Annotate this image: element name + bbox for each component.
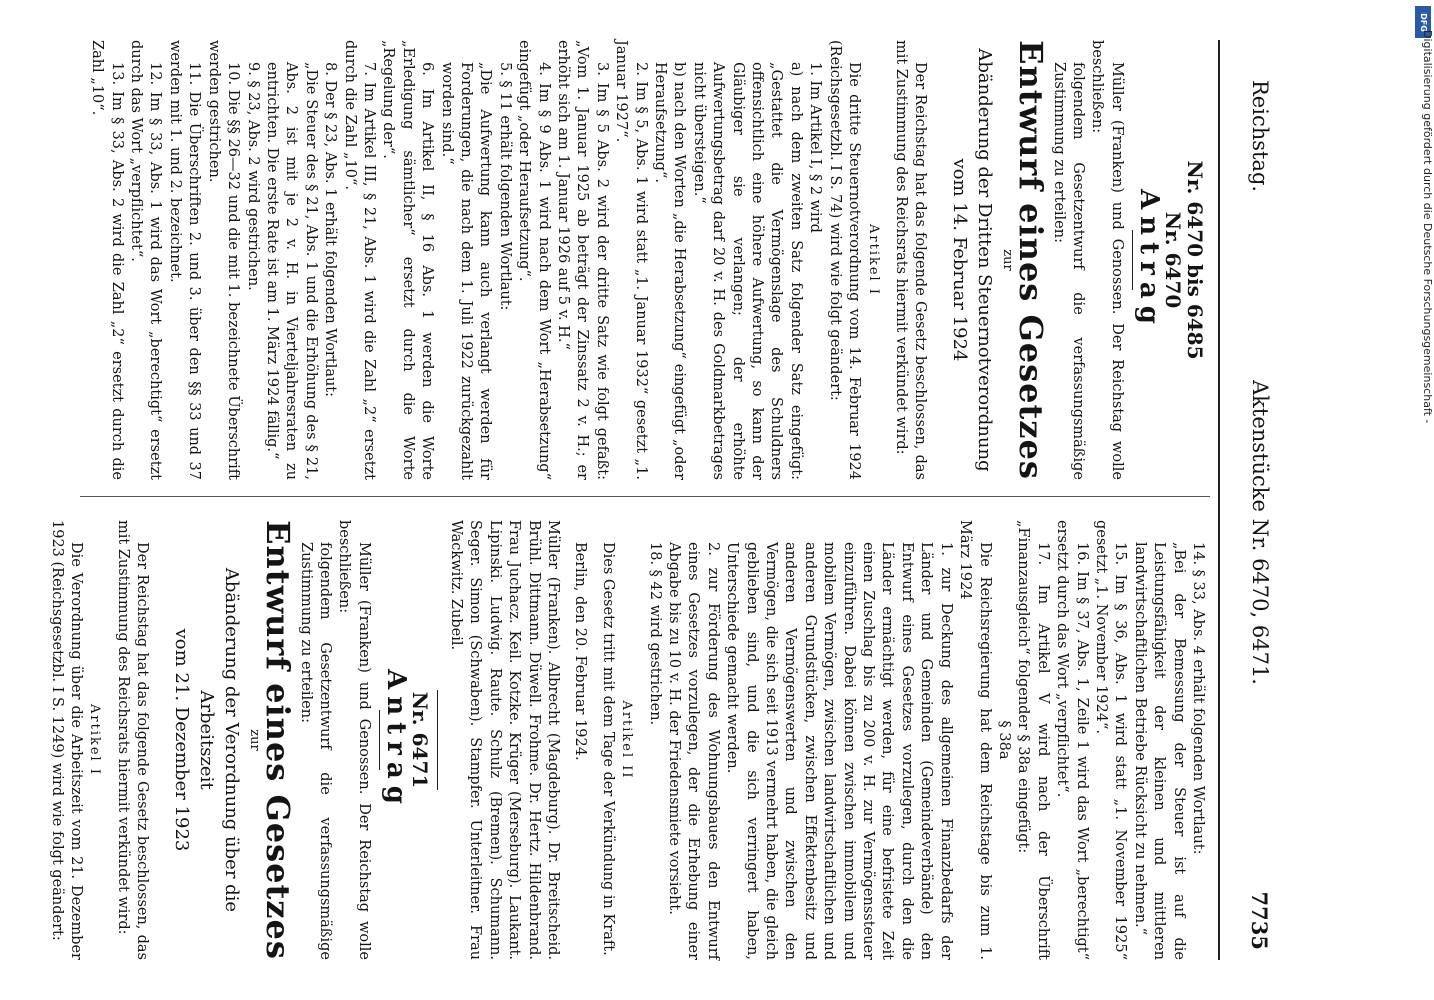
article-heading: Artikel II — [619, 700, 635, 780]
article-text: Die Verordnung über die Arbeitszeit vom 21. Dezember 1923 (Reichsgesetzbl. I S. 1249) wird wie folgt geändert: — [48, 520, 85, 960]
list-item: b) nach den Worten „die Herabsetzung“ eingefügt „oder Heraufsetzung“. — [652, 62, 688, 480]
header-rule — [1218, 40, 1220, 960]
column-right — [48, 520, 1207, 960]
list-item: 12. Im § 33, Abs. 1 wird das Wort „berechtigt“ ersetzt durch das Wort „verpflichtet“. — [128, 40, 164, 480]
list-item: 18. § 42 wird gestrichen. — [646, 542, 663, 726]
list-item: 4. Im § 9 Abs. 1 wird nach dem Wort „Herabsetzung“ eingefügt „oder Heraufsetzung“. — [516, 40, 552, 480]
intro-text-2: folgendem Gesetzentwurf die verfassungsmäßige Zustimmung zu erteilen: — [1050, 62, 1086, 480]
list-item: 14. § 33, Abs. 4 erhält folgenden Wortlaut: — [1190, 542, 1206, 855]
list-item: a) nach dem zweiten Satz folgender Satz eingefügt: „Gestattet die Vermögenslage des Schuldners offensichtlich eine höhere Aufwertung, so kann der Gläubiger sie verlangen; der erhöhte Aufwertungsbetrag darf 20 v. H. des Goldmarkbetrages nicht übersteigen.“ — [690, 62, 804, 480]
intro-text: Müller (Franken) und Genossen. Der Reichstag wolle beschließen: — [336, 520, 372, 960]
divider — [1132, 230, 1133, 290]
list-item: „Bei der Bemessung der Steuer ist auf die Leistungsfähigkeit der kleinen und mittleren landwirtschaftlichen Betriebe Rücksicht zu nehmen.“ — [1131, 542, 1187, 960]
list-item: 2. Im § 5, Abs. 1 wird statt „1. Januar 1932“ gesetzt „1. Januar 1927“. — [613, 40, 649, 480]
list-item: 6. Im Artikel II, § 16 Abs. 1 werden die Worte „Erledigung sämtlicher“ ersetzt durch die Worte „Regelung der“. — [380, 40, 436, 480]
divider — [379, 710, 380, 770]
list-item: 5. § 11 erhält folgenden Wortlaut: — [496, 62, 513, 311]
list-item: 7. Im Artikel III, § 21, Abs. 1 wird die Zahl „2“ ersetzt durch die Zahl „10“. — [341, 40, 377, 480]
funding-notice: Digitalisierung gefördert durch die Deutsche Forschungsgemeinschaft - — [1421, 30, 1434, 424]
list-item: 16. Im § 37, Abs. 1, Zeile 1 wird das Wort „berechtigt“ ersetzt durch das Wort „verpflichtet“. — [1054, 520, 1090, 960]
column-left — [72, 40, 1207, 480]
enactment-clause: Der Reichstag hat das folgende Gesetz beschlossen, das mit Zustimmung des Reichsrats hiermit verkündet wird: — [892, 40, 929, 480]
article-heading: Artikel I — [865, 224, 881, 296]
law-title: Entwurf eines Gesetzes — [259, 520, 298, 960]
doc-range: Nr. 6470 bis 6485 — [1183, 160, 1207, 360]
list-item: 11. Die Überschriften 2. und 3. über den §§ 33 und 37 werden mit 1. und 2. bezeichnet. — [166, 40, 203, 480]
page-number: 7735 — [1247, 891, 1272, 950]
list-item: 1. Im Artikel I, § 2 wird — [807, 62, 824, 233]
list-item: 13. Im § 33, Abs. 2 wird die Zahl „2“ ersetzt durch die Zahl „10“. — [89, 40, 125, 480]
signatories: Müller (Franken). Albrecht (Magdeburg). Dr. Breitscheid. Brühl. Dittmann. Düwell. Frohme. Dr. Hertz. Hildenbrand. Frau Juchacz. Keil. Kotzke. Krüger (Merseburg). Laukant. Lipinski. Ludwig. Raute. Schulz (Bremen). Schumann. Seger. Simon (Schwaben). Stampfer. Unterleitner. Frau Wackwitz. Zubeil. — [447, 520, 561, 960]
list-item: „Die Steuer des § 21, Abs. 1 und die Erhöhung des § 21, Abs. 2 ist mit je 2 v. H. in Vierteljahresraten zu entrichten. Die erste Rate ist am 1. März 1924 fällig.“ — [263, 62, 319, 480]
doc-number: Nr. 6471 — [407, 691, 432, 789]
document-page — [48, 0, 1312, 1000]
paragraph-text: Die Reichsregierung hat dem Reichstage bis zum 1. März 1924 — [957, 520, 993, 960]
law-subtitle: Abänderung der Dritten Steuernotverordnung — [974, 48, 996, 472]
paragraph-heading: § 38a — [995, 720, 1012, 760]
article-text: Die dritte Steuernotverordnung vom 14. Februar 1924 (Reichsgesetzbl. I S. 74) wird wie folgt geändert: — [826, 40, 863, 480]
list-item: 8. Der § 23, Abs. 1 erhält folgenden Wortlaut: — [322, 62, 339, 398]
list-item: 10. Die §§ 26—32 und die mit 1. bezeichnete Überschrift werden gestrichen. — [205, 40, 242, 480]
zur-label: zur — [246, 729, 262, 751]
antrag-heading: Antrag — [1134, 189, 1165, 331]
list-item: 1. zur Deckung des allgemeinen Finanzbedarfs der Länder und Gemeinden (Gemeindeverbände) den Entwurf eines Gesetzes vorzulegen, durch den die Länder ermächtigt werden, für eine befristete Zeit einen Zuschlag bis zu 200 v. H. zur Vermögenssteuer einzuführen. Dabei können zwischen immobilem und mobilem Vermögen, zwischen landwirtschaftlichen und anderen Grundstücken, zwischen Effektenbesitz und anderen Vermögenswerten und zwischen den Vermögen, die sich seit 1913 vermehrt haben, die gleich geblieben sind, und die sich verringert haben, Unterschiede gemacht werden. — [724, 542, 954, 960]
dfg-logo-text: DFG — [1418, 12, 1428, 32]
intro-text: Müller (Franken) und Genossen. Der Reichstag wolle beschließen: — [1089, 40, 1125, 480]
list-item: 9. § 23, Abs. 2 wird gestrichen. — [244, 62, 261, 291]
column-separator — [80, 496, 1210, 497]
list-item: 15. Im § 36, Abs. 1 wird statt „1. November 1925“ gesetzt „1. November 1924“. — [1092, 520, 1129, 960]
law-subtitle: Abänderung der Verordnung über die Arbeitszeit — [196, 567, 243, 913]
list-item: 17. Im Artikel V wird nach der Überschrift „Finanzausgleich“ folgender § 38a eingefügt: — [1015, 520, 1051, 960]
intro-text-2: folgendem Gesetzentwurf die verfassungsmäßige Zustimmung zu erteilen: — [297, 542, 333, 960]
divider — [437, 690, 438, 790]
enactment-clause: Der Reichstag hat das folgende Gesetz beschlossen, das mit Zustimmung des Reichsrats hiermit verkündet wird: — [114, 520, 151, 960]
page-header — [1222, 40, 1282, 960]
article-heading: Artikel I — [87, 704, 103, 776]
antrag-heading: Antrag — [381, 669, 412, 811]
law-subtitle-date: vom 14. Februar 1924 — [949, 158, 971, 362]
list-item: 2. zur Förderung des Wohnungsbaues den Entwurf eines Gesetzes vorzulegen, der die Erhebung einer Abgabe bis zu 10 v. H. der Friedensmiete vorsieht. — [666, 542, 721, 960]
article-text: Dies Gesetz tritt mit dem Tage der Verkündung in Kraft. — [599, 542, 616, 956]
law-subtitle-date: vom 21. Dezember 1923 — [171, 628, 193, 852]
list-item: 3. Im § 5 Abs. 2 wird der dritte Satz wie folgt gefaßt: „Vom 1. Januar 1925 ab beträgt der Zinssatz 2 v. H.; er erhöht sich am 1. Januar 1926 auf 5 v. H.“ — [555, 40, 610, 480]
doc-number: Nr. 6470 — [1160, 211, 1185, 309]
zur-label: zur — [999, 249, 1015, 271]
law-title: Entwurf eines Gesetzes — [1012, 40, 1051, 480]
date-line: Berlin, den 20. Februar 1924. — [572, 542, 589, 761]
list-item: „Die Aufwertung kann auch verlangt werden für Forderungen, die nach dem 1. Juli 1922 zurückgezahlt worden sind.“ — [438, 62, 494, 480]
header-center: Aktenstücke Nr. 6470, 6471. — [1248, 380, 1272, 685]
header-left: Reichstag. — [1248, 80, 1272, 193]
